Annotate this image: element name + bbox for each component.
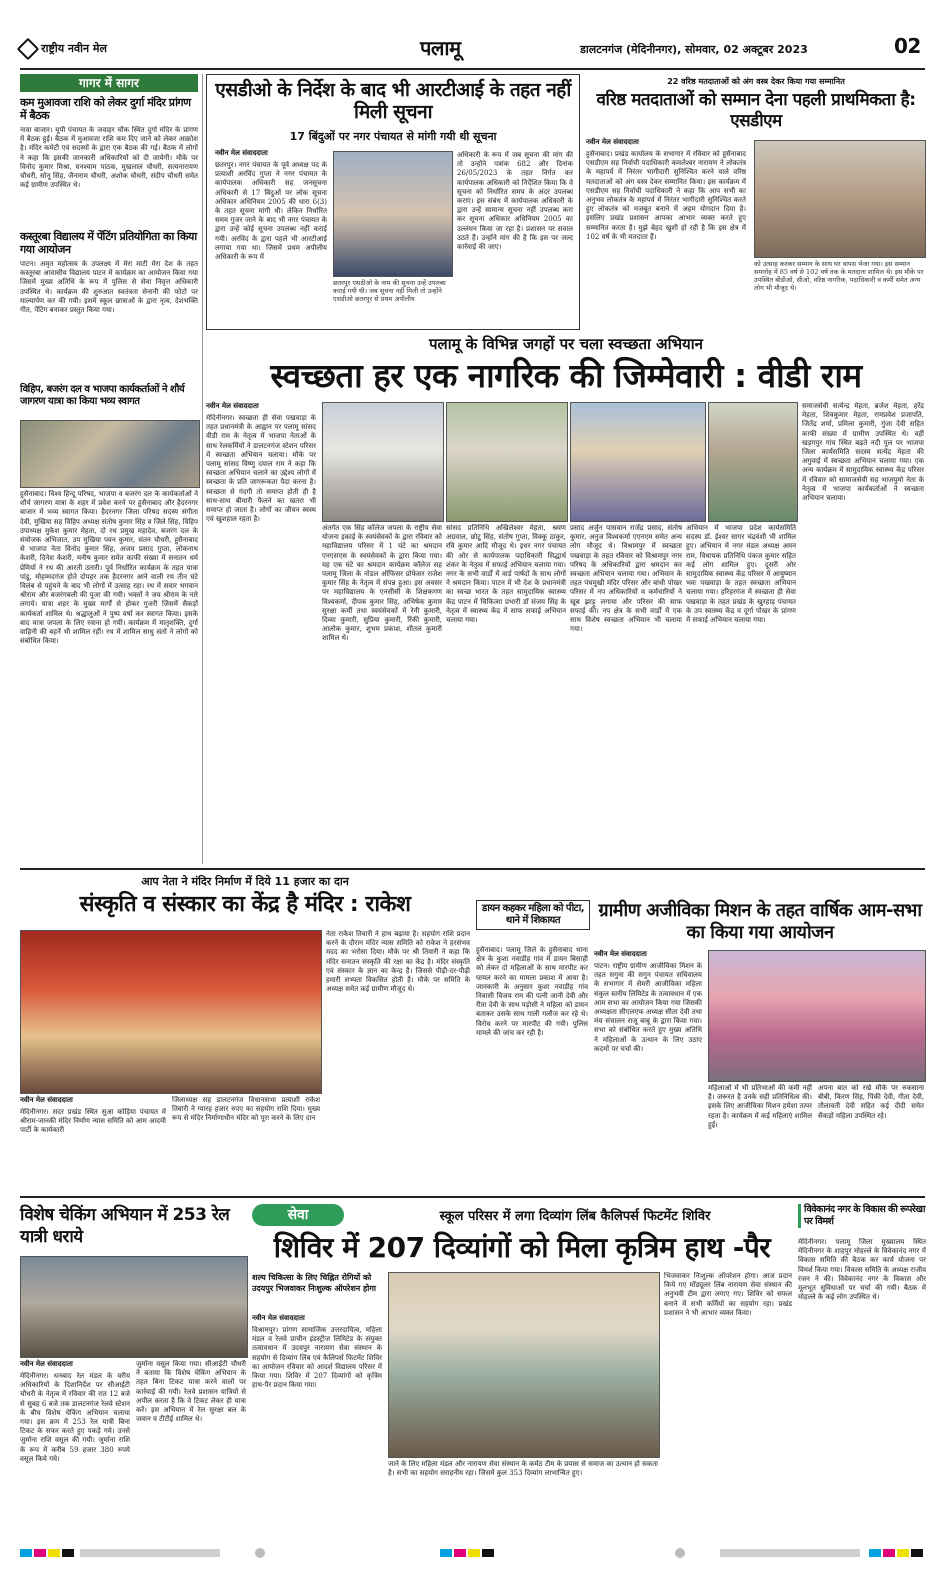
senior-byline: नवीन मेल संवाददाता: [586, 138, 639, 146]
gramin-byline: नवीन मेल संवाददाता: [594, 950, 647, 958]
headline-vihip: विहिप, बजरंग दल व भाजपा कार्यकर्ताओं ने शौर्य जागरण यात्रा का किया भव्य स्वागत: [20, 384, 185, 407]
page-number: 02: [894, 34, 921, 58]
registration-strip: [20, 1544, 925, 1556]
mandir-byline: नवीन मेल संवाददाता: [20, 1096, 73, 1104]
article-muavja: नावा बाजार। यूपी पंचायत के जवाहर चौक स्थित दुर्गा मंदिर के प्रांगण में बैठक हुई। बैठक में मुआवजा राशि कम दिए जाने को लेकर आक्रोश है। मंदिर कमेटी एवं सदस्यों के द्वारा एक बैठक की गई। बैठक में लोगों ने कहा कि इसकी जानकारी अधिकारियों को दी जायेगी। मौके पर विनोद कुमार मिश्रा, घनश्याम पाठक, मुखलाल चौधरी, सत्यनारायण चौधरी, सोनू सिंह, जैनाराम चौधरी, अशोक चौधरी, संदीप चौधरी समेत कई ग्रामीण उपस्थित थे।: [20, 126, 198, 190]
rti-text-2: अधिकारी के रूप में जब सूचना की मांग की तो उन्होंने पत्रांक 682 और दिनांक 26/05/2023 के तहत निर्गत कर कार्यपालक अधिकारी को निर्देशित किया कि वे सूचना को निर्धारित समय के अंदर उपलब्ध कराएं। इस संबंध में कार्यपालक अधिकारी के द्वारा उन्हें सामान्य सूचना नहीं उपलब्ध करा कर सूचना अधिकार अधिनियम 2005 का उल्लंघन किया जा रहा है। प्रशासन पर सवाल उठते हैं। उन्होंने मांग की है कि इस पर जल्द कार्रवाई की जाए।: [457, 151, 573, 252]
logo-text: राष्ट्रीय नवीन मेल: [41, 42, 107, 55]
daayan-story: [476, 900, 588, 1192]
swachh-text-5: अभियान में भाजपा प्रदेश कार्यसमिति सदस्य डॉ. ईश्वर सागर चंद्रवंशी भी शामिल हुए। अभियान में नगर मंडल अध्यक्ष अमन राम, विधायक प्रतिनिधि पंकज कुमार सहित कई लोग शामिल हुए। दूसरी ओर सामुदायिक स्वास्थ्य केंद्र परिसर में आयुष्मान भवः पखवाड़ा के तहत स्वच्छता अभियान चलाया गया। हरिहरगंज में स्वच्छता ही सेवा पखवाड़ा के तहत प्रखंड के खुरहाड़ पंचायत के उप स्वास्थ्य केंद्र व दूर्गा पोखर के प्रांगण में सफाई अभियान चलाया गया।: [686, 524, 796, 625]
photo-arvind-gupta: [333, 151, 453, 277]
rail-headline: विशेष चेकिंग अभियान में 253 रेल यात्री धराये: [20, 1205, 230, 1247]
divyang-subhead: शल्य चिकित्सा के लिए चिह्नित रोगियों को उदयपुर भिजवाकर निःशुल्क ऑपरेशन होगा: [252, 1273, 376, 1293]
daayan-headline: डायन कहकर महिला को पीटा, थाने में शिकायत: [476, 900, 590, 930]
divyang-text-1: विश्रामपुर। प्रांगण सामाजिक उत्तरदायित्व, महिला मंडल व रेलवे प्राचीन इंडस्ट्रीज लिमिटेड के संयुक्त तत्वावधान में उदयपुर नारायण सेवा संस्थान के सहयोग से दिव्यांग लिंब एवं कैलिपर्स फिटमेंट शिविर का आयोजन रविवार को आदर्श विद्यालय परिसर में किया गया। शिविर में 207 दिव्यांगों को कृत्रिम हाथ-पैर प्रदान किया गया।: [252, 1326, 382, 1390]
swachh-headline: स्वच्छता हर एक नागरिक की जिम्मेवारी : वीडी राम: [270, 356, 862, 395]
rail-story: [20, 1204, 246, 1530]
seva-tag: सेवा: [252, 1204, 344, 1226]
photo-shaurya-yatra: [20, 420, 200, 488]
swachh-text-6: समाजसेवी सत्येन्द्र मेहता, ब्रजेश मेहता, हरेंद्र मेहता, शिवकुमार मेहता, रामप्रवेश प्रजापति, जितेंद्र शर्मा, प्रमिला कुमारी, गुंजा देवी सहित काफी संख्या में ग्रामीण उपस्थित थे। वहीं खड़गपुर गांव स्थित बढ़ते नदी पुल पर भाजपा जिला कार्यसमिति सदस्य सत्येंद्र मेहता की अगुवाई में स्वच्छता अभियान चलाया गया। एक अन्य कार्यक्रम में सामुदायिक स्वास्थ्य केंद्र परिसर में रविवार को सामाजसेवी सह भाजयुमो नेता के नेतृत्व में भाजपा कार्यकर्ताओं ने स्वच्छता अभियान चलाया।: [802, 402, 924, 503]
section-rule-1: [20, 868, 925, 870]
divyang-headline: शिविर में 207 दिव्यांगों को मिला कृत्रिम हाथ -पैर: [273, 1231, 771, 1264]
swachh-byline: नवीन मेल संवाददाता: [206, 402, 259, 410]
photo-swachh-4: [708, 402, 798, 522]
registration-marks-icon: [20, 1547, 925, 1559]
mandir-text-2: जिलाध्यक्ष सह डालटनगंज विधानसभा प्रत्याशी राकेश तिवारी ने ग्यारह हजार रुपए का सहयोग राशि दिया। मुख्य रूप से मंदिर निर्माणाधीन मंदिर को पूरा करने के लिए दान: [172, 1096, 320, 1123]
senior-caption: को उत्साह करकर सम्मान के साथ घर वापस भेजा गया। इस सम्मान समारोह में 85 वर्ष से 102 वर्ष तक के मतदाता शामिल थे। इस मौके पर उपस्थित बीडीओ, सीओ, वरिष्ठ नागरिक, पदाधिकारी व कर्मी समेत अन्य लोग भी मौजूद थे।: [754, 260, 924, 292]
mandir-text-1: मेदिनीनगर। सदर प्रखंड स्थित सुआ कोड़िया पंचायत में श्रीराम-जानकी मंदिर निर्माण न्यास समिति को आम आदमी पार्टी के कार्यकारी: [20, 1108, 166, 1135]
swachh-kicker: पलामू के विभिन्न जगहों पर चला स्वच्छता अभियान: [429, 335, 703, 353]
headline-kasturba: कस्तूरबा विद्यालय में पेंटिंग प्रतियोगिता का किया गया आयोजन: [20, 230, 197, 256]
mandir-text-3: नेता राकेश तिवारी ने हाथ बढ़ाया है। सहयोग राशि प्रदान करने के दौरान मंदिर न्यास समिति को राकेश ने हरसंभव मदद का भरोसा दिया। मौके पर श्री तिवारी ने कहा कि मंदिर सनातन संस्कृति की रक्षा का केंद्र है। मंदिर संस्कृति एवं संस्कार के ज्ञान का केन्द्र है। जिससे पीढ़ी-दर-पीढ़ी हमारी सभ्यता विकसित होती है। मौके पर समिति के अध्यक्ष समेत कई ग्रामीण मौजूद थे।: [326, 930, 470, 994]
vivekanand-headline: विवेकानंद नगर के विकास की रूपरेखा पर विमर्श: [798, 1204, 928, 1228]
mandir-kicker: आप नेता ने मंदिर निर्माण में दिये 11 हजार का दान: [141, 875, 349, 888]
article-kasturba: पाटन। अमृत महोत्सव के उपलक्ष्य में मेरा माटी मेरा देश के तहत कस्तूरबा आवासीय विद्यालय पाटन में कार्यक्रम का आयोजन किया गया जिसमें मुख्य अतिथि के रूप में पुलिस से सेवा निवृत्त अधिकारी उपस्थित थे। कार्यक्रम की शुरुआत स्वतंत्रता सेनानी की फोटो पर माल्यार्पण कर की गयी। इसमें स्कूल छात्राओं के द्वारा नृत्य, देशभक्ति गीत, पेंटिंग बनाकर प्रस्तुत किया गया।: [20, 260, 198, 315]
gramin-text-3: अपना बात को रखे मौके पर रुकसाना बीबी, किरण सिंह, पिंकी देवी, गीता देवी, तौलावती देवी सहित कई दीदी समेत सैकड़ों महिला उपस्थित रहे।: [818, 1084, 924, 1120]
photo-swachh-2: [446, 402, 568, 522]
vivekanand-text: मेदिनीनगर। पलामू जिला मुख्यालय स्थित मेदिनीनगर के शाहपुर मोहल्ले के विवेकानंद नगर में विकास समिति की बैठक कर कार्य योजना पर विमर्श किया गया। विकास समिति के अध्यक्ष राजीव रंजन ने की। विवेकानंद नगर के विकास और मूलभूत सुविधाओं पर चर्चा की गयी। बैठक में मोहल्ले के कई लोग उपस्थित थे।: [798, 1238, 926, 1302]
swachh-story: [206, 402, 926, 864]
divyang-kicker: स्कूल परिसर में लगा दिव्यांग लिंब कैलिपर्स फिटमेंट शिविर: [439, 1209, 711, 1224]
senior-voters-story: [586, 74, 926, 330]
swachh-text-4: प्रसाद अर्जुन पासवान राजेंद्र प्रसाद, संतोष कुमार, अनुज विश्वकर्मा एएनएम समेत अन्य लोग मौजूद थे। विश्रामपुर में स्वच्छता पखवाड़ा के तहत रविवार को विश्रामपुर नगर परिषद के अधिकारियों द्वारा श्रमदान कर स्वच्छता अभियान चलाया गया। अभियान के तहत पंचमुखी मंदिर परिसर और बांधी पोखर परिसर में नप अधिकारियों व कर्मचारियों ने खूब झाड़ू लगाया और परिसर की साफ सफाई की। नप क्षेत्र के सभी वार्डों में एक साथ विशेष स्वच्छता अभियान भी चलाया गया।: [570, 524, 682, 634]
rti-deck: 17 बिंदुओं पर नगर पंचायत से मांगी गयी थी सूचना: [289, 130, 497, 143]
left-column: [20, 74, 198, 874]
rail-text-2: जुर्माना वसूल किया गया। सीआईटी चौधरी ने बताया कि विशेष चेकिंग अभियान के तहत बिना टिकट यात्रा करने वालों पर कार्रवाई की गयी। रेलवे प्रशासन यात्रियों से अपील करता है कि वे टिकट लेकर ही यात्रा करें। इस अभियान में रेल सुरक्षा बल के जवान व टीटीई शामिल थे।: [136, 1360, 246, 1424]
photo-swachh-1: [322, 402, 444, 522]
logo-icon: [17, 37, 40, 60]
photo-mandir: [20, 930, 322, 1094]
photo-rail-station: [20, 1256, 248, 1358]
headline-muavja: कम मुआवजा राशि को लेकर दुर्गा मंदिर प्रांगण में बैठक: [20, 96, 191, 122]
swachh-text-2: अंतर्गत एक सिंह कॉलेज जपला के राष्ट्रीय सेवा योजना इकाई के स्वयंसेवकों के द्वारा रविवार को महाविद्यालय परिसर में 1 घंटे का श्रमदान एनएसएस के स्वयंसेवकों के द्वारा किया गया। यह एक घंटे का श्रमदान कार्यक्रम कॉलेज सह पलामू जिला के नोडल ऑफिसर प्रोफेसर राजेश कुमार सिंह के नेतृत्व में संपन्न हुआ। इस अवसर पर महाविद्यालय के एनसीसी के शिक्षकगण विश्वकर्मा, दीपक कुमार सिंह, अभिषेक कुमार सुरक्षा कर्मी तथा स्वयंसेवकों में रेनी कुमारी, दिव्या कुमारी, सुप्रिया कुमारी, रिंकी कुमारी, आलोक कुमार, शुभम प्रकाश, शीतल कुमारी शामिल थे।: [322, 524, 442, 643]
gramin-text-1: पाटन। राष्ट्रीय ग्रामीण आजीविका मिशन के तहत सगुना की सगुन पंचायत सचिवालय के सभागार में सेमरी आजीविका महिला संकुल स्तरीय लिमिटेड के तत्वावधान में एक आम सभा का आयोजन किया गया जिसकी अध्यक्षता सीएलएफ अध्यक्ष सीता देवी तथा मंच संचालन राजू बाबू के द्वारा किया गया। सभा को संबोधित करते हुए मुख्य अतिथि ने महिलाओं के उत्थान के लिए उठाए कदमों पर चर्चा की।: [594, 962, 702, 1053]
gramin-headline: ग्रामीण अजीविका मिशन के तहत वार्षिक आम-सभा का किया गया आयोजन: [598, 900, 922, 943]
divyang-text-2: जाने के लिए महिला मंडल और नारायण सेवा संस्थान के कर्मठ टीम के प्रयास से समाज का उत्थान हो सकता है। सभी का सहयोग सराहनीय रहा। जिसमें कुल 353 दिव्यांग लाभान्वित हुए।: [388, 1460, 658, 1478]
masthead: [20, 32, 925, 68]
photo-divyang-camp: [388, 1272, 660, 1458]
gramin-story: [594, 900, 926, 1192]
mandir-headline: संस्कृति व संस्कार का केंद्र है मंदिर : राकेश: [79, 892, 411, 917]
photo-senior-voters: [754, 140, 926, 258]
divyang-story: [252, 1204, 792, 1530]
left-column-divider: [202, 74, 203, 864]
section-title: पलामू: [420, 36, 461, 60]
band-gagar: गागर में सागर: [20, 74, 198, 92]
vivekanand-story: [798, 1204, 926, 1530]
masthead-rule: [20, 68, 925, 70]
gramin-text-2: महिलाओं में भी प्रतिभाओं की कमी नहीं है। जरूरत है उनके सही प्रतिनिधित्व की। इसके लिए आजीविका मिशन हमेशा तत्पर रहता है। कार्यक्रम में कई महिलाएं शामिल हुईं।: [708, 1084, 812, 1129]
dateline: डालटनगंज (मेदिनीनगर), सोमवार, 02 अक्टूबर 2023: [580, 43, 808, 56]
article-vihip: हुसैनाबाद। विश्व हिन्दू परिषद, भाजपा व बजरंग दल के कार्यकर्ताओं ने शौर्य जागरण यात्रा के शहर में प्रवेश करने पर हुसैनाबाद और हैदरनगर बाजार में भव्य स्वागत किया। हैदरनगर जिला परिषद सदस्य संगीता देवी, मुखिया सह विहिप अध्यक्ष संतोष कुमार सिंह व जिले सिंह, विहिप उपाध्यक्ष मुकेश कुमार मेहता, दो रथ प्रमुख महादेव, बजरंग दल के संयोजक अभिजात, उप मुखिया पवन कुमार, संतन चौधरी, हुसैनाबाद से भाजपा नेता विनोद कुमार सिंह, अजय प्रसाद गुप्ता, लोकनाथ केशरी, दिनेश केशरी, मनीष कुमार समेत काफी संख्या में सनातन धर्म प्रेमियों ने रथ की आरती उतारी। पूर्व निर्धारित कार्यक्रम के तहत यात्रा पांडू, मोहम्मदगंज होते दोपहर तक हैदरनगर आने वाली रथ तीन घंटे विलंब से पहुंचने के बाद भी लोगों में उत्साह रहा। रथ में सवार भगवान श्रीराम और बजरंगबली की पूजा की गयी। भक्तों ने जय श्रीराम के नारे लगाये। यात्रा शहर के मुख्य मार्गों से होकर गुजरी जिसमें सैकड़ों कार्यकर्ता शामिल थे। श्रद्धालुओं ने पुष्प वर्षा कर स्वागत किया। इसके बाद यात्रा जपला के लिए रवाना हो गयी। कार्यक्रम में मातृशक्ति, दुर्गा वाहिनी की बहनें भी शामिल रहीं। रथ में शामिल साधु संतों ने लोगों को संबोधित किया।: [20, 490, 198, 646]
senior-headline: वरिष्ठ मतदाताओं को सम्मान देना पहली प्राथमिकता है: एसडीएम: [596, 90, 916, 131]
rti-story: [206, 74, 580, 330]
logo: [20, 38, 140, 58]
rail-byline: नवीन मेल संवाददाता: [20, 1360, 73, 1368]
photo-gramin: [708, 950, 926, 1082]
mandir-story: [20, 874, 470, 1192]
daayan-text: हुसैनाबाद। पलामू जिले के हुसैनाबाद थाना क्षेत्र के कुशा नवाडीह गांव में डायन बिसाही को लेकर दो महिलाओं के साथ मारपीट कर घायल करने का मामला प्रकाश में आया है। जानकारी के अनुसार कुशा नवाडीह गांव निवासी विजय राम की पत्नी जानी देवी और रीता देवी के साथ पड़ोसी ने महिला को डायन बताकर उसके साथ गाली गलौज कर रहे थे। विरोध करने पर मारपीट की गयी। पुलिस मामले की जांच कर रही है।: [476, 946, 588, 1037]
rti-text-1: छतरपुर। नगर पंचायत के पूर्व अध्यक्ष पद के प्रत्याशी अरविंद गुप्ता ने नगर पंचायत के कार्यपालक अधिकारी सह जनसूचना अधिकारी से 17 बिंदुओं पर लोक सूचना अधिकार अधिनियम 2005 की धारा 6(3) के तहत सूचना मांगी थी। लेकिन निर्धारित समय गुजर जाने के बाद भी नगर पंचायत के द्वारा उन्हें कोई सूचना उपलब्ध नहीं कराई गयी। अरविंद के द्वारा पहले भी आरटीआई लगाया गया था। जिसमें प्रथम अपीलीय अधिकारी के रूप में: [215, 161, 327, 262]
rti-headline: एसडीओ के निर्देश के बाद भी आरटीआई के तहत नहीं मिली सूचना: [215, 79, 571, 123]
senior-text: हुसैनाबाद। प्रखंड कार्यालय के सभागार में रविवार को हुसैनाबाद एसडीएम सह निर्वाची पदाधिकारी कमलेश्वर नारायण ने लोकतंत्र के महापर्व में निरंतर भागीदारी सुनिश्चित करने वाले वरिष्ठ मतदाताओं को अंग वस्त्र देकर सम्मानित किया। इस कार्यक्रम में एसडीएम सह निर्वाची पदाधिकारी ने कहा कि आप सभी का अनुभव लोकतंत्र के महापर्व में निरंतर भागीदारी सुनिश्चित करते हुए लोकतंत्र को मजबूत बनाने में अहम योगदान दिया है। इसलिए प्रखंड प्रशासन आपका आभार व्यक्त करते हुए सम्मानित करता है। मुझे बेहद खुशी हो रही है कि इस क्षेत्र में 102 वर्ष के भी मतदाता हैं।: [586, 150, 746, 241]
rti-caption: छतरपुर एसडीओ के नाम की सूचना उन्हें उपलब्ध कराई गयी थी। जब सूचना नहीं मिली तो उन्होंने एसडीओ छतरपुर से प्रथम अपीलीय: [333, 279, 446, 303]
rail-text-1: मेदिनीनगर। धनबाद रेल मंडल के वरीय अधिकारियों के दिशानिर्देश पर सीआईटी चौधरी के नेतृत्व में रविवार की रात 12 बजे से सुबह 6 बजे तक डालटनगंज रेलवे स्टेशन के बीच विशेष चेकिंग अभियान चलाया गया। इस क्रम में 253 रेल यात्री बिना टिकट के सफर करते हुए पकड़े गये। उनसे जुर्माना राशि वसूल की गयी। जुर्माना राशि के रूप में करीब 59 हजार 380 रुपये वसूल किये गये।: [20, 1372, 130, 1463]
rti-byline: नवीन मेल संवाददाता: [215, 149, 268, 157]
divyang-text-3: भिजवाकर निःशुल्क ऑपरेशन होगा। आज प्रदान किये गए मॉड्यूलर लिंब नारायण सेवा संस्थान की अनुभवी टीम द्वारा लगाए गए। शिविर को सफल बनाने में सभी कर्मियों का सहयोग रहा। प्रखंड प्रशासन ने भी आभार व्यक्त किया।: [664, 1272, 792, 1317]
swachh-text-3: सांसद प्रतिनिधि अखिलेश्वर मेहता, श्रवण अग्रवाल, छोटू सिंह, संतोष गुप्ता, विक्कू ठाकुर, रवि कुमार आदि मौजूद थे। इधर नगर पंचायत की ओर से कार्यपालक पदाधिकारी सिद्धार्थ शंकर के नेतृत्व में सफाई अभियान चलाया गया। नगर के सभी वार्डों में वार्ड पार्षदों के साथ लोगों ने श्रमदान किया। पाटन में भी देश के प्रधानमंत्री का स्वच्छ भारत के तहत सामुदायिक स्वास्थ्य केंद्र पाटन में चिकित्सा प्रभारी डॉ संजय सिंह के नेतृत्व में स्वास्थ्य केंद्र में साफ सफाई अभियान चलाया गया।: [446, 524, 566, 625]
section-rule-2: [20, 1196, 925, 1198]
senior-kicker: 22 वरिष्ठ मतदाताओं को अंग वस्त्र देकर किया गया सम्मानित: [667, 77, 845, 86]
swachh-text-1: मेदिनीनगर। स्वच्छता ही सेवा पखवाड़ा के तहत प्रधानमंत्री के आह्वान पर पलामू सांसद वीडी राम के नेतृत्व में भाजपा नेताओं के साथ रेलकर्मियों ने डालटनगंज स्टेशन परिसर में स्वच्छता अभियान चलाया। मौके पर पलामू सांसद विष्णु दयाल राम ने कहा कि स्वच्छता अभियान चलाने का उद्देश्य लोगों में स्वच्छता के प्रति जागरूकता पैदा करना है। स्वच्छता से गंदगी तो समाप्त होती ही है साथ-साथ बीमारी फैलने का खतरा भी समाप्त हो जाता है। लोगों का जीवन स्वस्थ एवं खुशहाल रहता है।: [206, 414, 316, 524]
photo-swachh-3: [570, 402, 706, 522]
divyang-byline: नवीन मेल संवाददाता: [252, 1314, 305, 1322]
